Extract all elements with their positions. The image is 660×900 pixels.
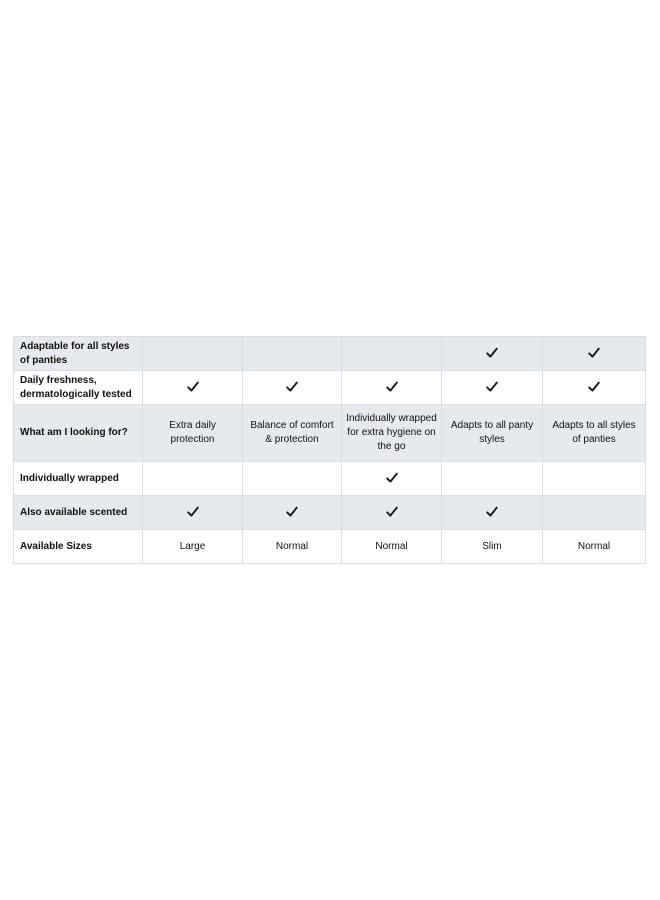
cell-text: Extra daily protection [169,420,216,445]
check-icon [186,505,200,519]
cell-text: Normal [375,540,408,552]
table-cell [342,337,442,371]
table-cell [143,371,243,405]
feature-label: Adaptable for all styles of panties [14,337,143,371]
check-icon [485,380,499,394]
table-row [14,496,646,530]
cell-text: Adapts to all panty styles [450,420,534,445]
table-cell [342,530,442,564]
table-cell [442,530,543,564]
check-icon [485,346,499,360]
table-cell [143,337,243,371]
feature-label: What am I looking for? [14,405,143,462]
table-row [14,530,646,564]
table-cell [342,405,442,462]
cell-text: Normal [275,540,309,552]
table-cell [143,530,243,564]
cell-text: Balance of comfort & protection [250,420,334,445]
table-cell [442,371,543,405]
table-cell [143,405,243,462]
check-icon [587,380,601,394]
table-cell [543,462,646,496]
table-cell [543,530,646,564]
table-cell [342,371,442,405]
table-cell [543,405,646,462]
cell-text: Normal [577,540,611,552]
table-cell [442,405,543,462]
table-cell [243,496,342,530]
check-icon [385,471,399,485]
table-row [14,337,646,371]
feature-label: Individually wrapped [14,462,143,496]
comparison-table-body [14,337,646,564]
table-cell [342,462,442,496]
comparison-table [13,336,646,564]
table-cell [442,462,543,496]
check-icon [285,380,299,394]
check-icon [285,505,299,519]
cell-text: Individually wrapped for extra hygiene on the go [346,413,437,452]
table-cell [243,462,342,496]
feature-label: Daily freshness, dermatologically tested [14,371,143,405]
table-cell [143,496,243,530]
table-cell [543,337,646,371]
table-cell [543,371,646,405]
table-row [14,371,646,405]
table-cell [543,496,646,530]
table-cell [243,371,342,405]
table-cell [243,337,342,371]
check-icon [587,346,601,360]
table-cell [243,405,342,462]
table-row [14,405,646,462]
table-row [14,462,646,496]
check-icon [385,380,399,394]
table-cell [442,337,543,371]
cell-text: Adapts to all styles of panties [552,420,636,445]
table-cell [243,530,342,564]
check-icon [385,505,399,519]
table-cell [442,496,543,530]
table-cell [342,496,442,530]
check-icon [186,380,200,394]
feature-label: Also available scented [14,496,143,530]
check-icon [485,505,499,519]
cell-text: Slim [482,540,502,552]
table-cell [143,462,243,496]
feature-label: Available Sizes [14,530,143,564]
cell-text: Large [179,540,206,552]
